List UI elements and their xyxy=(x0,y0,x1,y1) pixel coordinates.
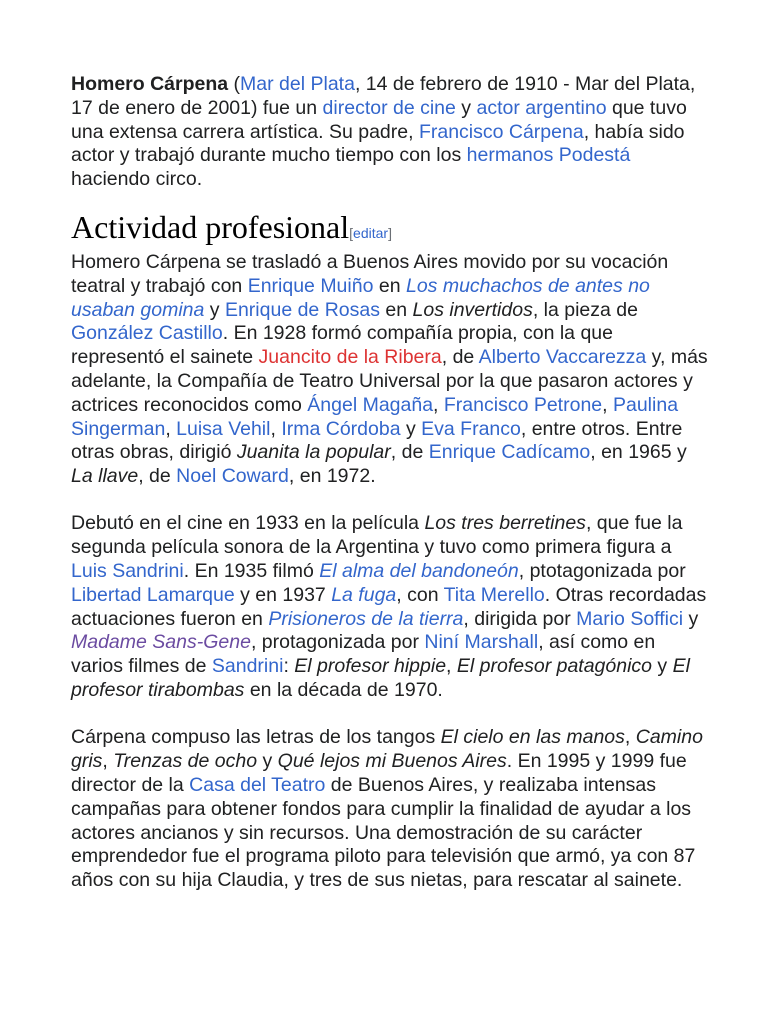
work-title: El profesor patagónico xyxy=(456,655,653,678)
paragraph-tangos: Cárpena compuso las letras de los tangos El cielo en las manos, Camino gris, Trenzas de ocho y Qué lejos mi Buenos Aires. En 1995 y 1999 fue director de la Casa del Teatro de Buenos Aires, y realizaba intensas campañas para obtener fondos para cumplir la finalidad de ayudar a los actores ancianos y sin recursos. Una demostración de su carácter emprendedor fue el programa piloto para televisión que armó, ya con 87 años con su hija Claudia, y tres de sus nietas, para rescatar al sainete. xyxy=(71,726,703,892)
work-title: Los invertidos xyxy=(412,298,533,321)
link-los-muchachos[interactable]: Los muchachos de antes no usaban gomina xyxy=(71,274,650,321)
link-gonzalez-castillo[interactable]: González Castillo xyxy=(71,322,223,345)
intro-paragraph: Homero Cárpena (Mar del Plata, 14 de febrero de 1910 - Mar del Plata, 17 de enero de 2001) fue un director de cine y actor argentino que tuvo una extensa carrera artística. Su padre, Francisco Cárpena, había sido actor y trabajó durante mucho tiempo con los hermanos Podestá haciendo circo. xyxy=(71,73,696,191)
link-tita-merello[interactable]: Tita Merello xyxy=(443,583,545,606)
link-francisco-carpena[interactable]: Francisco Cárpena xyxy=(418,120,584,143)
paragraph-teatro: Homero Cárpena se trasladó a Buenos Aires movido por su vocación teatral y trabajó con Enrique Muiño en Los muchachos de antes no usaban gomina y Enrique de Rosas en Los invertidos, la pieza de González Castillo. En 1928 formó compañía propia, con la que representó el sainete Juancito de la Ribera, de Alberto Vaccarezza y, más adelante, la Compañía de Teatro Universal por la que pasaron actores y actrices reconocidos como Ángel Magaña, Francisco Petrone, Paulina Singerman, Luisa Vehil, Irma Córdoba y Eva Franco, entre otros. Entre otras obras, dirigió Juanita la popular, de Enrique Cadícamo, en 1965 y La llave, de Noel Coward, en 1972. xyxy=(71,250,708,488)
link-casa-del-teatro[interactable]: Casa del Teatro xyxy=(189,773,326,796)
link-sandrini[interactable]: Sandrini xyxy=(211,655,284,678)
work-title: La llave xyxy=(71,465,139,488)
link-irma-cordoba[interactable]: Irma Córdoba xyxy=(281,417,401,440)
link-francisco-petrone[interactable]: Francisco Petrone xyxy=(443,393,603,416)
link-hermanos-podesta[interactable]: hermanos Podestá xyxy=(466,144,631,167)
link-madame-sans-gene[interactable]: Madame Sans-Gene xyxy=(71,631,251,654)
link-enrique-muino[interactable]: Enrique Muiño xyxy=(247,274,374,297)
link-mario-soffici[interactable]: Mario Soffici xyxy=(576,607,684,630)
link-prisioneros-de-la-tierra[interactable]: Prisioneros de la tierra xyxy=(268,607,464,630)
link-enrique-cadicamo[interactable]: Enrique Cadícamo xyxy=(428,441,591,464)
work-title: El cielo en las manos xyxy=(440,726,625,749)
paragraph-cine: Debutó en el cine en 1933 en la película Los tres berretines, que fue la segunda película sonora de la Argentina y tuvo como primera figura a Luis Sandrini. En 1935 filmó El alma del bandoneón, ptotagonizada por Libertad Lamarque y en 1937 La fuga, con Tita Merello. Otras recordadas actuaciones fueron en Prisioneros de la tierra, dirigida por Mario Soffici y Madame Sans-Gene, protagonizada por Niní Marshall, así como en varios filmes de Sandrini: El profesor hippie, El profesor patagónico y El profesor tirabombas en la década de 1970. xyxy=(71,512,707,702)
link-paulina-singerman[interactable]: Paulina Singerman xyxy=(71,393,679,440)
section-heading-actividad xyxy=(71,209,711,251)
link-nini-marshall[interactable]: Niní Marshall xyxy=(424,631,539,654)
link-luisa-vehil[interactable]: Luisa Vehil xyxy=(176,417,271,440)
link-el-alma-del-bandoneon[interactable]: El alma del bandoneón xyxy=(319,560,519,583)
edit-label[interactable]: editar xyxy=(353,224,389,241)
link-libertad-lamarque[interactable]: Libertad Lamarque xyxy=(71,583,235,606)
work-title: Los tres berretines xyxy=(424,512,586,535)
link-actor-argentino[interactable]: actor argentino xyxy=(476,96,607,119)
link-luis-sandrini[interactable]: Luis Sandrini xyxy=(71,560,184,583)
link-alberto-vaccarezza[interactable]: Alberto Vaccarezza xyxy=(478,346,647,369)
link-director-de-cine[interactable]: director de cine xyxy=(322,96,456,119)
article-content xyxy=(71,73,711,893)
edit-section-link[interactable]: [editar] xyxy=(349,224,392,241)
section-title: Actividad profesional xyxy=(71,208,350,245)
link-angel-magana[interactable]: Ángel Magaña xyxy=(307,393,434,416)
work-title: Trenzas de ocho xyxy=(113,750,258,773)
work-title: Qué lejos mi Buenos Aires xyxy=(277,750,507,773)
link-eva-franco[interactable]: Eva Franco xyxy=(421,417,521,440)
work-title: El profesor hippie xyxy=(294,655,447,678)
work-title: Camino gris xyxy=(71,726,703,773)
link-noel-coward[interactable]: Noel Coward xyxy=(176,465,289,488)
work-title: Juanita la popular xyxy=(236,441,391,464)
link-enrique-de-rosas[interactable]: Enrique de Rosas xyxy=(224,298,380,321)
link-mar-del-plata[interactable]: Mar del Plata xyxy=(240,73,355,95)
article-subject-name: Homero Cárpena xyxy=(71,73,229,95)
link-la-fuga[interactable]: La fuga xyxy=(331,583,397,606)
redlink-juancito-de-la-ribera[interactable]: Juancito de la Ribera xyxy=(258,346,442,369)
work-title: El profesor tirabombas xyxy=(71,655,690,702)
